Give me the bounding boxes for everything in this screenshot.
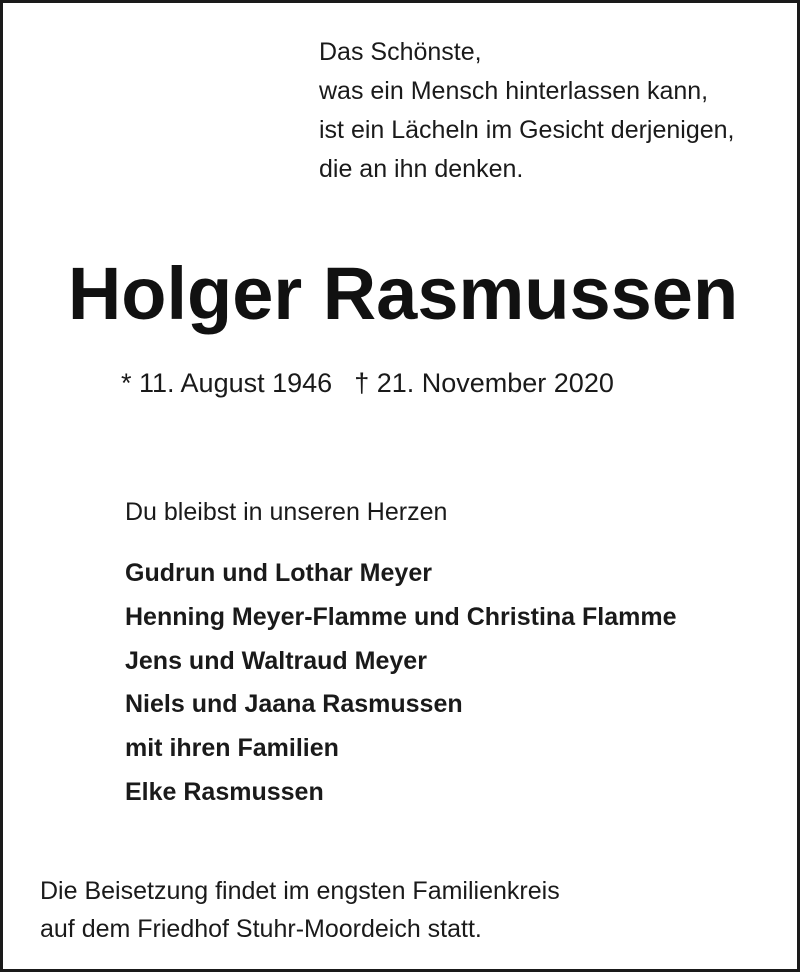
quote-line: was ein Mensch hinterlassen kann, [319, 77, 709, 105]
mourner-entry: mit ihren Familien [125, 734, 339, 763]
quote-block [319, 33, 735, 189]
mourner-entry: Jens und Waltraud Meyer [125, 646, 427, 675]
funeral-info-line: Die Beisetzung findet im engsten Familienkreis [40, 877, 560, 905]
funeral-info-line: auf dem Friedhof Stuhr-Moordeich statt. [40, 915, 482, 943]
mourner-entry: Gudrun und Lothar Meyer [125, 559, 432, 587]
funeral-info [40, 872, 560, 948]
quote-line: Das Schönste, [319, 38, 482, 66]
quote-line: ist ein Lächeln im Gesicht derjenigen, [319, 116, 735, 144]
life-dates [121, 365, 614, 401]
mourner-entry: Henning Meyer-Flamme und Christina Flamme [125, 602, 677, 631]
mourner-entry: Elke Rasmussen [125, 777, 324, 806]
motto-text: Du bleibst in unseren Herzen [125, 498, 448, 526]
mourner-entry: Niels und Jaana Rasmussen [125, 690, 463, 719]
deceased-name: Holger Rasmussen [67, 252, 739, 335]
mourners-list [125, 552, 677, 815]
death-date: † 21. November 2020 [354, 368, 614, 398]
quote-line: die an ihn denken. [319, 155, 524, 183]
birth-date: * 11. August 1946 [121, 368, 333, 398]
